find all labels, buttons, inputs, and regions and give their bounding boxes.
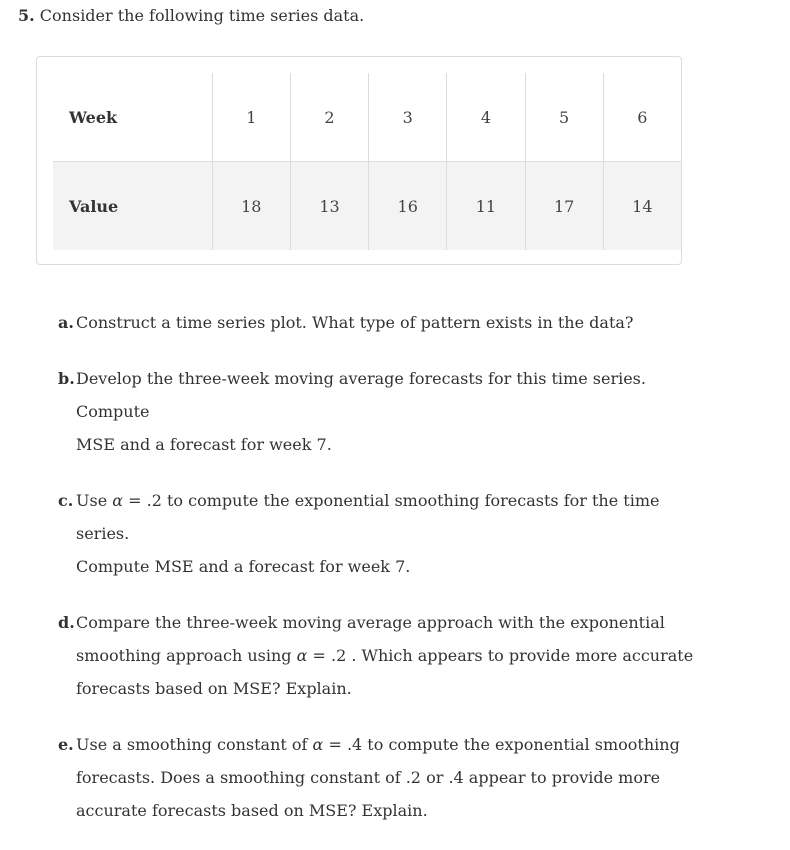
part-letter: b. xyxy=(58,369,75,388)
question-parts xyxy=(58,306,698,850)
part-e xyxy=(58,728,698,827)
text-fragment: . Which appears to provide more accurate xyxy=(346,646,694,665)
part-text-line: forecasts based on MSE? Explain. xyxy=(76,679,352,698)
part-c xyxy=(58,484,698,583)
part-text: Construct a time series plot. What type of pattern exists in the data? xyxy=(76,313,634,332)
text-fragment: to compute the exponential smoothing forecasts for the time series. xyxy=(76,491,660,543)
value-cell: 11 xyxy=(447,162,525,251)
part-text-line: accurate forecasts based on MSE? Explain. xyxy=(76,801,428,820)
table-row-week xyxy=(53,73,681,162)
part-text-line: Compute MSE and a forecast for week 7. xyxy=(76,557,411,576)
part-text-line: Compare the three-week moving average approach with the exponential xyxy=(76,613,665,632)
part-letter: c. xyxy=(58,491,74,510)
question-intro: Consider the following time series data. xyxy=(39,6,365,25)
math-equation: = .2 xyxy=(307,646,347,665)
part-text-line xyxy=(76,639,698,672)
value-cell: 18 xyxy=(212,162,290,251)
week-cell: 3 xyxy=(369,73,447,162)
week-cell: 4 xyxy=(447,73,525,162)
part-text-line xyxy=(76,484,698,550)
week-cell: 2 xyxy=(290,73,368,162)
part-text-line: Develop the three-week moving average forecasts for this time series. Compute xyxy=(76,369,646,421)
text-fragment: smoothing approach using xyxy=(76,646,297,665)
week-cell: 1 xyxy=(212,73,290,162)
text-fragment: Use xyxy=(76,491,113,510)
value-cell: 13 xyxy=(290,162,368,251)
part-text-line xyxy=(76,728,698,761)
part-letter: d. xyxy=(58,613,75,632)
alpha-symbol: α xyxy=(112,491,124,510)
value-cell: 14 xyxy=(603,162,681,251)
week-cell: 5 xyxy=(525,73,603,162)
row-label-value: Value xyxy=(53,162,212,251)
math-equation: = .4 xyxy=(323,735,363,754)
alpha-symbol: α xyxy=(296,646,308,665)
math-equation: = .2 xyxy=(123,491,162,510)
time-series-table xyxy=(53,73,681,250)
part-d xyxy=(58,606,698,705)
text-fragment: Use a smoothing constant of xyxy=(76,735,313,754)
question-header xyxy=(18,4,364,28)
data-table-card xyxy=(36,56,682,265)
text-fragment: to compute the exponential smoothing xyxy=(362,735,680,754)
week-cell: 6 xyxy=(603,73,681,162)
part-text-line: forecasts. Does a smoothing constant of .2 or .4 appear to provide more xyxy=(76,768,661,787)
value-cell: 17 xyxy=(525,162,603,251)
row-label-week: Week xyxy=(69,107,118,127)
question-number: 5. xyxy=(18,6,35,25)
part-text-line: MSE and a forecast for week 7. xyxy=(76,435,332,454)
part-letter: a. xyxy=(58,313,74,332)
part-a xyxy=(58,306,698,339)
part-b xyxy=(58,362,698,461)
table-row-value xyxy=(53,162,681,251)
part-letter: e. xyxy=(58,735,74,754)
value-cell: 16 xyxy=(369,162,447,251)
alpha-symbol: α xyxy=(312,735,324,754)
